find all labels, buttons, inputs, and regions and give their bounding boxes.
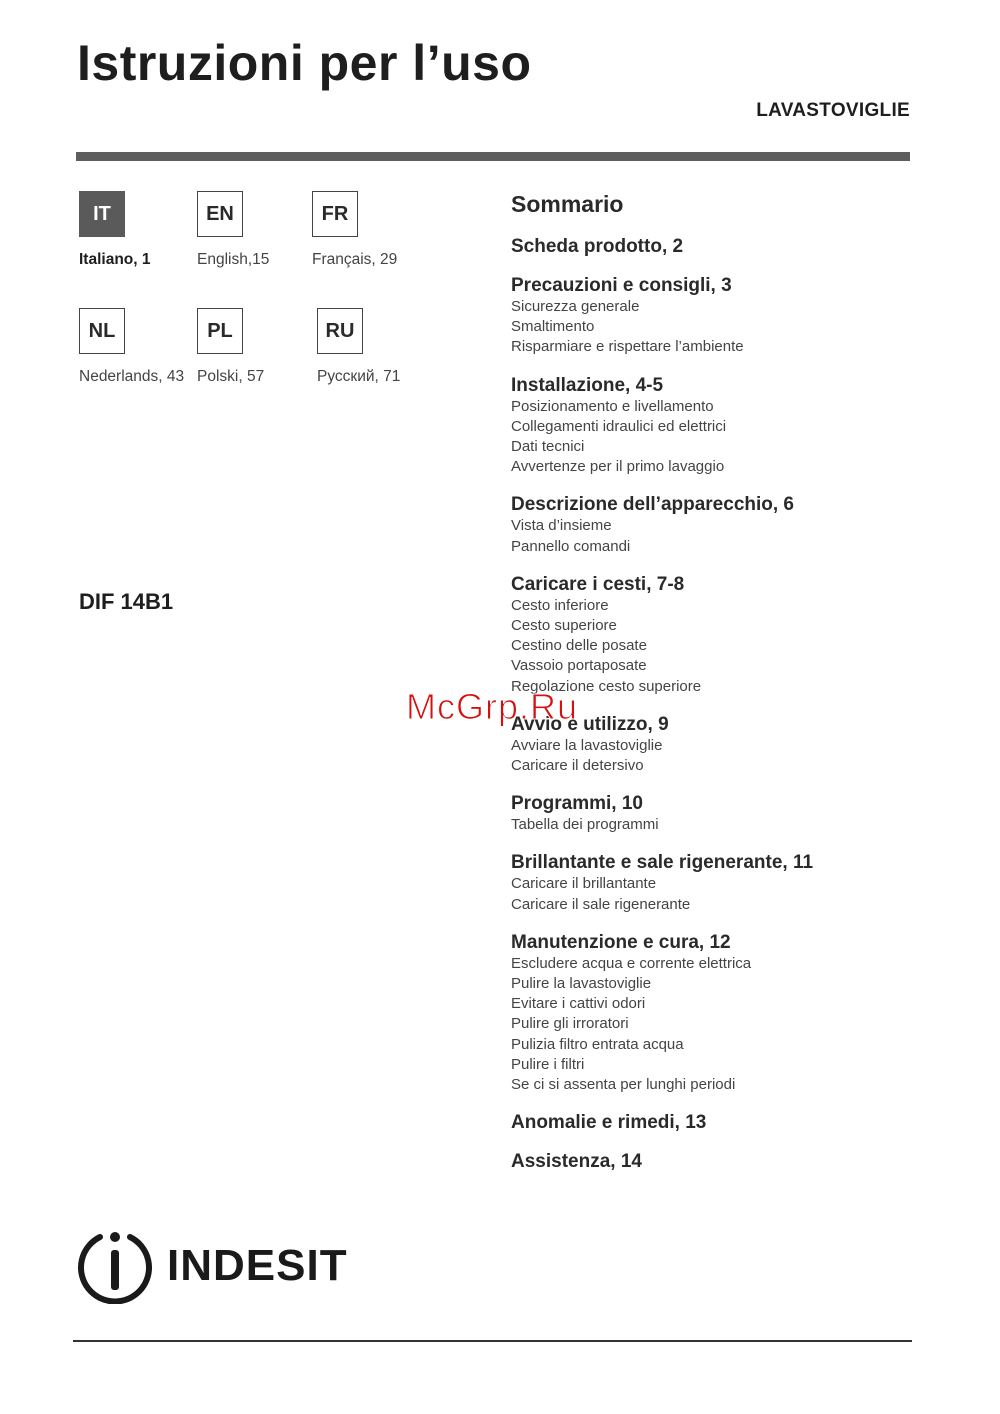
toc-subitem: Risparmiare e rispettare l’ambiente <box>511 338 744 356</box>
toc-subitem: Cesto superiore <box>511 617 617 635</box>
toc-subitem: Caricare il detersivo <box>511 757 644 775</box>
toc-section-title: Manutenzione e cura, 12 <box>511 931 731 953</box>
toc-section-title: Brillantante e sale rigenerante, 11 <box>511 852 814 874</box>
toc-section <box>511 1150 931 1173</box>
toc-section-title: Descrizione dell’apparecchio, 6 <box>511 494 794 516</box>
toc-section-title: Avvio e utilizzo, 9 <box>511 713 669 735</box>
toc-subitem: Se ci si assenta per lunghi periodi <box>511 1076 736 1094</box>
language-code-box: PL <box>197 308 243 354</box>
toc-subitem: Regolazione cesto superiore <box>511 677 702 695</box>
toc-subitem: Cesto inferiore <box>511 596 609 614</box>
product-category: LAVASTOVIGLIE <box>756 100 910 121</box>
toc-heading: Sommario <box>511 191 624 217</box>
toc-subitem: Dati tecnici <box>511 438 585 456</box>
toc-subitem: Avvertenze per il primo lavaggio <box>511 458 725 476</box>
language-page-label: English,15 <box>197 251 270 268</box>
toc-subitem: Tabella dei programmi <box>511 816 659 834</box>
language-page-label: Italiano, 1 <box>79 251 151 268</box>
language-code-box: NL <box>79 308 125 354</box>
brand-name: INDESIT <box>167 1241 348 1290</box>
toc-subitem: Escludere acqua e corrente elettrica <box>511 954 752 972</box>
toc-subitem: Posizionamento e livellamento <box>511 397 714 415</box>
toc-section <box>511 274 931 358</box>
model-number: DIF 14B1 <box>79 589 174 614</box>
brand-logo <box>77 1228 348 1304</box>
bottom-divider <box>73 1340 912 1342</box>
toc-subitem: Avviare la lavastoviglie <box>511 736 663 754</box>
toc-section <box>511 493 931 556</box>
top-divider <box>76 152 910 161</box>
toc-subitem: Vassoio portaposate <box>511 657 647 675</box>
toc-section-title: Installazione, 4-5 <box>511 374 664 396</box>
language-code-box: EN <box>197 191 243 237</box>
toc-subitem: Caricare il sale rigenerante <box>511 895 691 913</box>
toc-subitem: Caricare il brillantante <box>511 875 657 893</box>
language-code-box: IT <box>79 191 125 237</box>
language-page-label: Polski, 57 <box>197 368 265 385</box>
page-title: Istruzioni per l’uso <box>77 35 532 91</box>
toc-subitem: Pulire gli irroratori <box>511 1015 629 1033</box>
toc-subitem: Vista d’insieme <box>511 517 612 535</box>
indesit-logo-icon <box>77 1228 153 1304</box>
language-code-box: RU <box>317 308 363 354</box>
toc-section-title: Scheda prodotto, 2 <box>511 236 684 257</box>
toc-subitem: Pulire i filtri <box>511 1055 585 1073</box>
toc-subitem: Pannello comandi <box>511 537 631 555</box>
toc-section-title: Caricare i cesti, 7-8 <box>511 573 685 595</box>
language-page-label: Nederlands, 43 <box>79 368 185 385</box>
toc-section <box>511 374 931 478</box>
toc-section <box>511 792 931 835</box>
language-page-label: Русский, 71 <box>317 368 401 385</box>
toc-subitem: Collegamenti idraulici ed elettrici <box>511 417 727 435</box>
toc-subitem: Pulire la lavastoviglie <box>511 975 652 993</box>
language-page-label: Français, 29 <box>312 251 398 268</box>
toc-subitem: Smaltimento <box>511 318 595 336</box>
watermark: McGrp.Ru <box>406 686 579 727</box>
toc-section-title: Assistenza, 14 <box>511 1151 642 1173</box>
toc-section <box>511 573 931 697</box>
toc-subitem: Pulizia filtro entrata acqua <box>511 1035 684 1053</box>
toc-section <box>511 1111 931 1134</box>
language-ru <box>317 308 457 386</box>
toc-section <box>511 235 931 258</box>
language-code-box: FR <box>312 191 358 237</box>
language-pl <box>197 308 337 386</box>
toc-section-title: Anomalie e rimedi, 13 <box>511 1112 707 1134</box>
toc-section <box>511 931 931 1095</box>
toc-subitem: Evitare i cattivi odori <box>511 995 646 1013</box>
toc-section-title: Precauzioni e consigli, 3 <box>511 275 732 296</box>
toc-subitem: Sicurezza generale <box>511 298 640 315</box>
language-fr <box>312 191 452 269</box>
toc-section <box>511 851 931 914</box>
toc-section-title: Programmi, 10 <box>511 793 643 815</box>
toc-subitem: Cestino delle posate <box>511 637 647 655</box>
